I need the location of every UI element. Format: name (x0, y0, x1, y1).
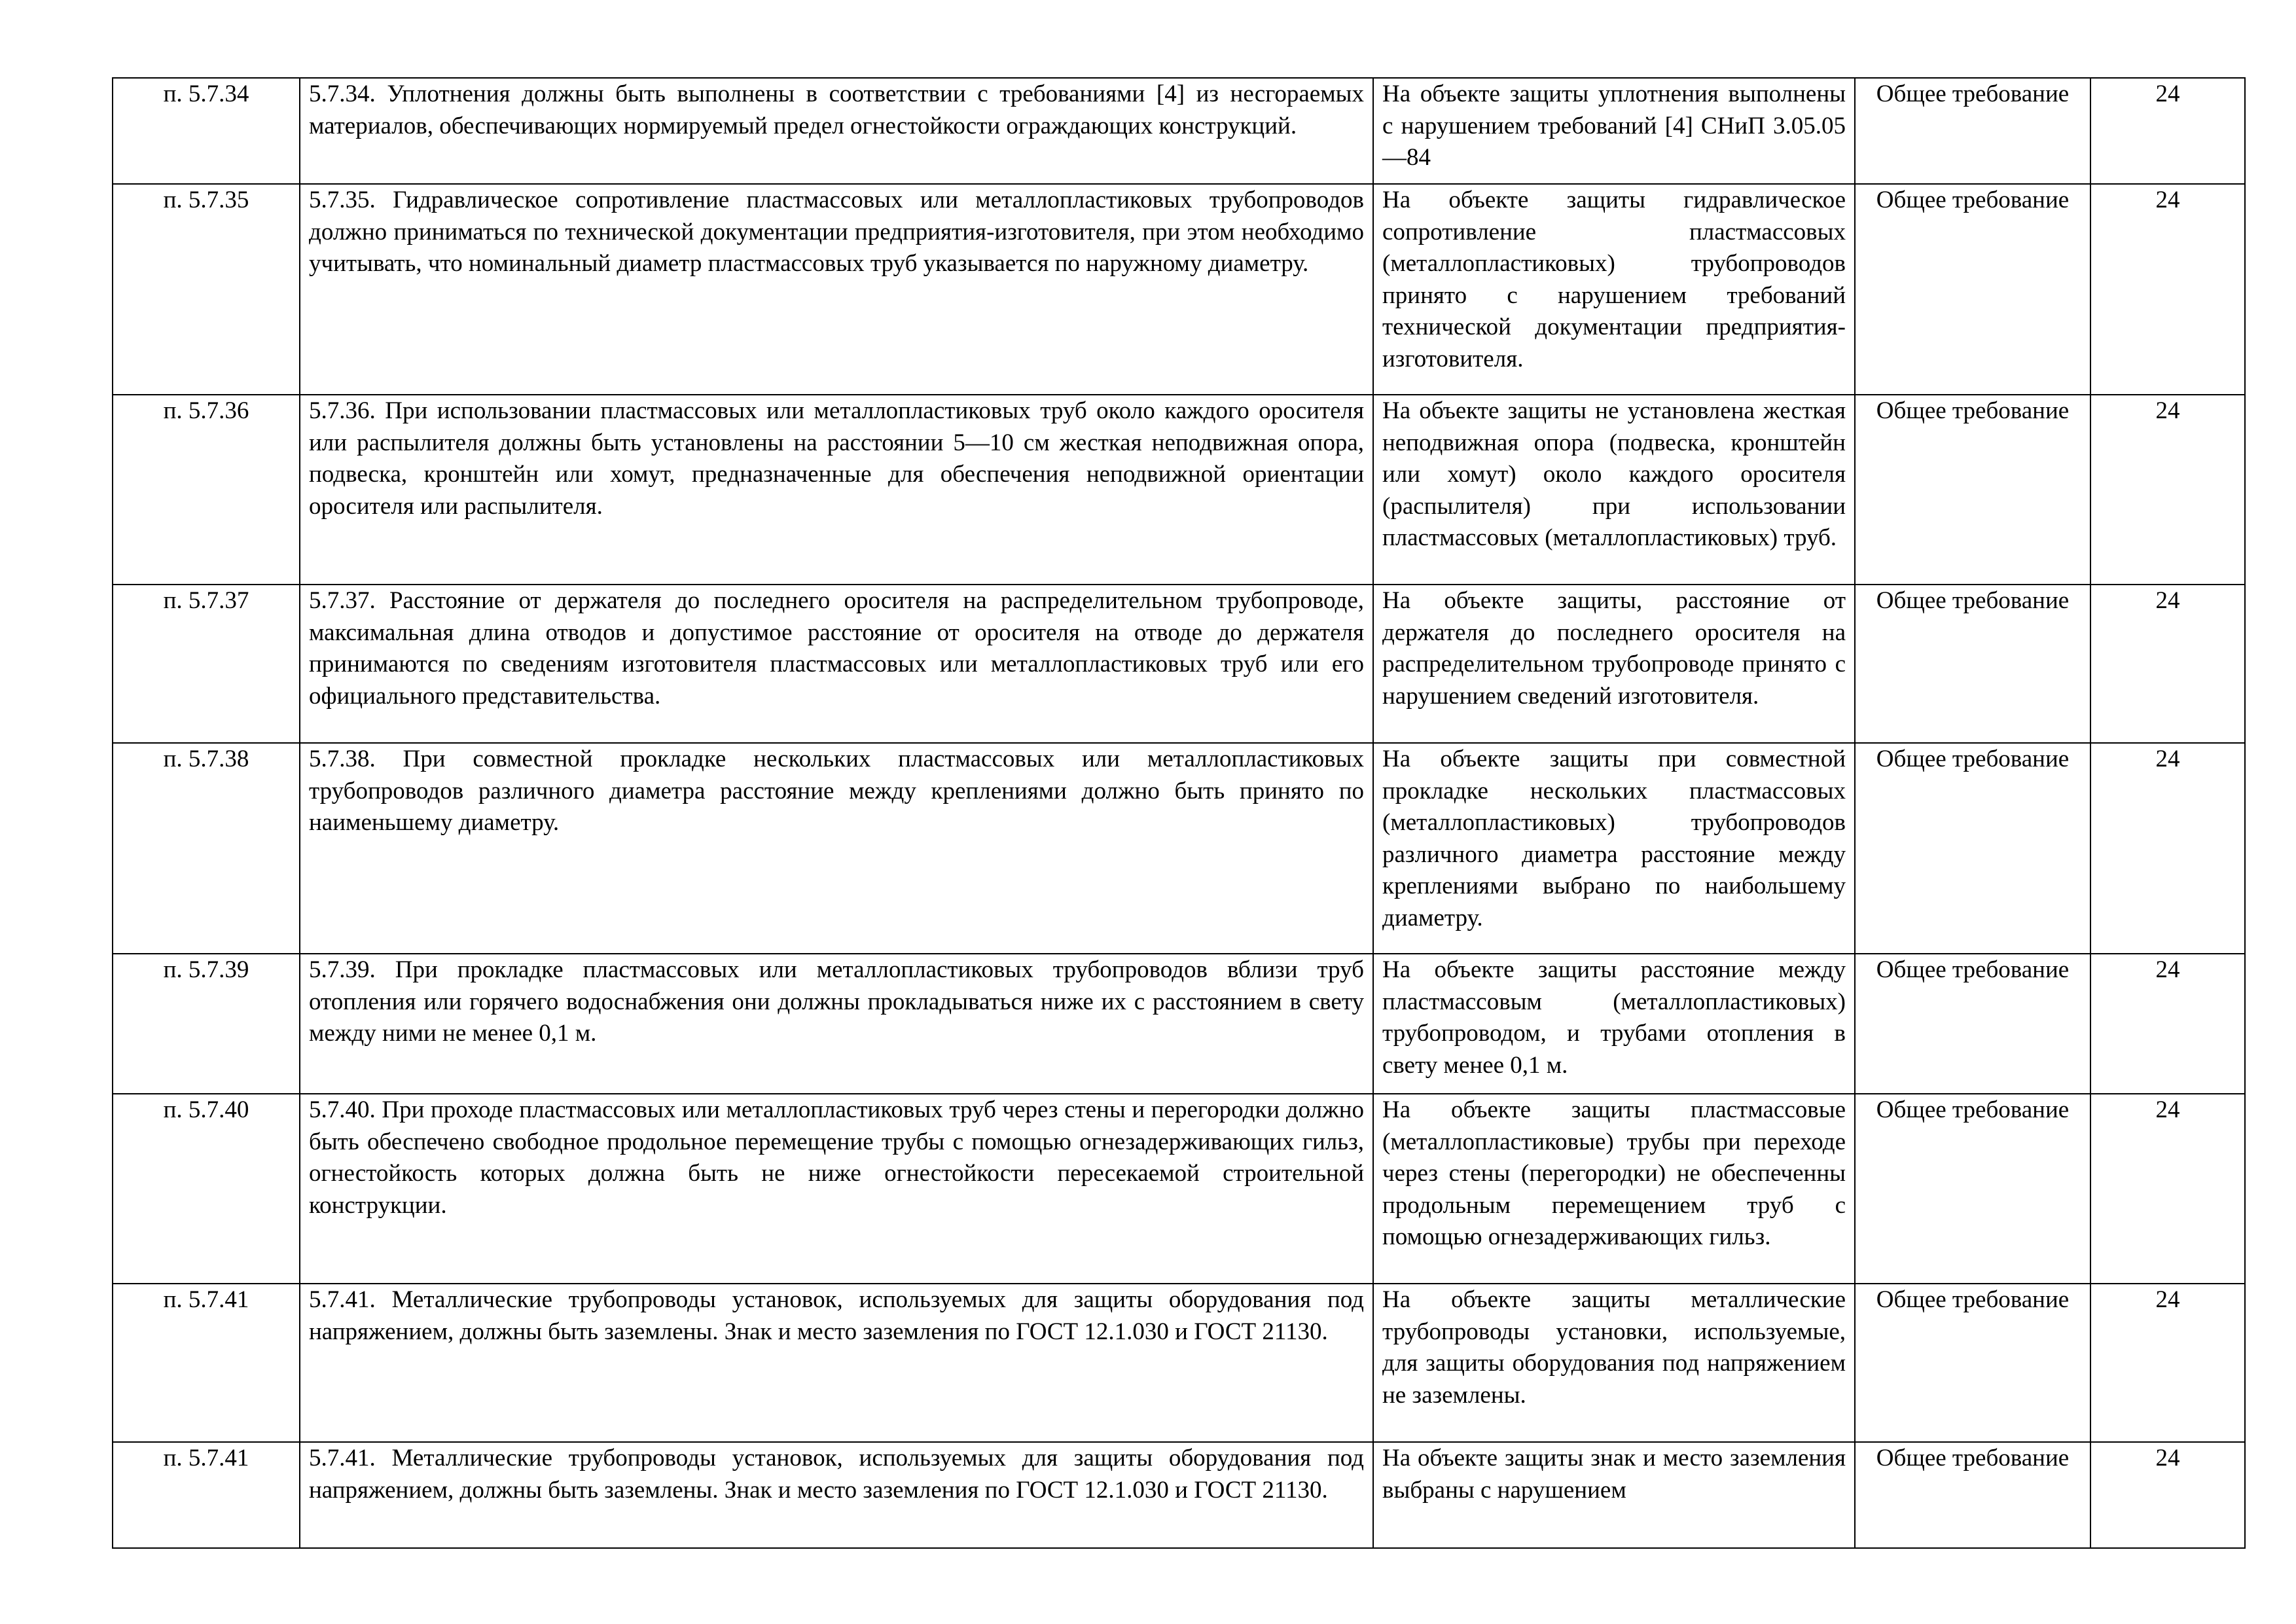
requirement-text: 5.7.41. Металлические трубопроводы установок, используемых для защиты оборудования под напряжением, должны быть заземлены. Знак и место заземления по ГОСТ 12.1.030 и ГОСТ 21130. (309, 1445, 1364, 1504)
number-value: 24 (2155, 1286, 2180, 1313)
clause-ref-cell (113, 743, 300, 954)
table-row (113, 585, 2245, 743)
table-row (113, 1442, 2245, 1548)
clause-ref-cell (113, 1284, 300, 1442)
requirement-cell (300, 954, 1373, 1094)
requirement-text: 5.7.36. При использовании пластмассовых или металлопластиковых труб около каждого оросителя или распылителя должны быть установлены на расстоянии 5—10 см жесткая неподвижная опора, подвеска, кронштейн или хомут, предназначенные для обеспечения неподвижной ориентации оросителя или распылителя. (309, 397, 1364, 520)
violation-cell (1373, 585, 1855, 743)
requirement-type-cell (1855, 743, 2090, 954)
table-row (113, 1284, 2245, 1442)
requirement-type: Общее требование (1876, 1445, 2070, 1471)
number-value: 24 (2155, 187, 2180, 213)
requirement-cell (300, 184, 1373, 395)
clause-ref-cell (113, 184, 300, 395)
number-cell (2090, 78, 2245, 184)
requirement-cell (300, 1442, 1373, 1548)
clause-ref: п. 5.7.41 (163, 1286, 249, 1313)
violation-text: На объекте защиты, расстояние от держателя до последнего оросителя на распределительном трубопроводе принято с нарушением сведений изготовителя. (1382, 587, 1846, 710)
violation-cell (1373, 954, 1855, 1094)
violation-text: На объекте защиты не установлена жесткая неподвижная опора (подвеска, кронштейн или хомут) около каждого оросителя (распылителя) при использовании пластмассовых (металлопластиковых) труб. (1382, 397, 1846, 551)
table-row (113, 954, 2245, 1094)
violation-cell (1373, 1442, 1855, 1548)
table-row (113, 184, 2245, 395)
requirement-cell (300, 743, 1373, 954)
requirement-type: Общее требование (1876, 587, 2070, 614)
number-cell (2090, 585, 2245, 743)
violation-cell (1373, 184, 1855, 395)
requirement-cell (300, 1284, 1373, 1442)
clause-ref: п. 5.7.35 (163, 187, 249, 213)
violation-cell (1373, 78, 1855, 184)
clause-ref: п. 5.7.38 (163, 746, 249, 772)
clause-ref-cell (113, 395, 300, 585)
clause-ref: п. 5.7.40 (163, 1096, 249, 1123)
number-value: 24 (2155, 956, 2180, 983)
requirement-cell (300, 1094, 1373, 1284)
table-row (113, 1094, 2245, 1284)
violation-text: На объекте защиты при совместной прокладке нескольких пластмассовых (металлопластиковых) трубопроводов различного диаметра расстояние между креплениями выбрано по наибольшему диаметру. (1382, 746, 1846, 931)
violation-cell (1373, 1094, 1855, 1284)
clause-ref-cell (113, 585, 300, 743)
requirement-type: Общее требование (1876, 1096, 2070, 1123)
requirement-type: Общее требование (1876, 397, 2070, 424)
table-body (113, 78, 2245, 1548)
table-row (113, 743, 2245, 954)
number-cell (2090, 395, 2245, 585)
clause-ref: п. 5.7.34 (163, 81, 249, 107)
clause-ref: п. 5.7.41 (163, 1445, 249, 1471)
clause-ref-cell (113, 78, 300, 184)
clause-ref-cell (113, 1442, 300, 1548)
number-cell (2090, 954, 2245, 1094)
number-value: 24 (2155, 587, 2180, 614)
requirement-text: 5.7.40. При проходе пластмассовых или металлопластиковых труб через стены и перегородки должно быть обеспечено свободное продольное перемещение трубы с помощью огнезадерживающих гильз, огнестойкость которых должна быть не ниже огнестойкости пересекаемой строительной конструкции. (309, 1096, 1364, 1219)
requirement-type: Общее требование (1876, 81, 2070, 107)
requirement-text: 5.7.35. Гидравлическое сопротивление пластмассовых или металлопластиковых трубопроводов должно приниматься по технической документации предприятия-изготовителя, при этом необходимо учитывать, что номинальный диаметр пластмассовых труб указывается по наружному диаметру. (309, 187, 1364, 277)
requirement-type-cell (1855, 1442, 2090, 1548)
violation-text: На объекте защиты уплотнения выполнены с нарушением требований [4] СНиП 3.05.05—84 (1382, 81, 1846, 171)
requirement-type: Общее требование (1876, 1286, 2070, 1313)
clause-ref: п. 5.7.36 (163, 397, 249, 424)
requirement-text: 5.7.41. Металлические трубопроводы установок, используемых для защиты оборудования под напряжением, должны быть заземлены. Знак и место заземления по ГОСТ 12.1.030 и ГОСТ 21130. (309, 1286, 1364, 1345)
requirement-text: 5.7.34. Уплотнения должны быть выполнены в соответствии с требованиями [4] из несгораемых материалов, обеспечивающих нормируемый предел огнестойкости ограждающих конструкций. (309, 81, 1364, 139)
requirement-cell (300, 585, 1373, 743)
violation-text: На объекте защиты расстояние между пластмассовым (металлопластиковых) трубопроводом, и трубами отопления в свету менее 0,1 м. (1382, 956, 1846, 1079)
violation-cell (1373, 1284, 1855, 1442)
number-cell (2090, 1094, 2245, 1284)
clause-ref-cell (113, 954, 300, 1094)
requirement-type-cell (1855, 395, 2090, 585)
requirement-type-cell (1855, 585, 2090, 743)
number-cell (2090, 1284, 2245, 1442)
number-value: 24 (2155, 1445, 2180, 1471)
violation-text: На объекте защиты пластмассовые (металлопластиковые) трубы при переходе через стены (перегородки) не обеспеченны продольным перемещением труб с помощью огнезадерживающих гильз. (1382, 1096, 1846, 1250)
requirement-type: Общее требование (1876, 746, 2070, 772)
violation-cell (1373, 395, 1855, 585)
requirement-text: 5.7.37. Расстояние от держателя до последнего оросителя на распределительном трубопроводе, максимальная длина отводов и допустимое расстояние от оросителя на отводе до держателя принимаются по сведениям изготовителя пластмассовых или металлопластиковых труб или его официального представительства. (309, 587, 1364, 710)
clause-ref-cell (113, 1094, 300, 1284)
requirement-type-cell (1855, 78, 2090, 184)
requirement-type-cell (1855, 184, 2090, 395)
number-cell (2090, 743, 2245, 954)
requirement-text: 5.7.39. При прокладке пластмассовых или металлопластиковых трубопроводов вблизи труб отопления или горячего водоснабжения они должны прокладываться ниже их с расстоянием в свету между ними не менее 0,1 м. (309, 956, 1364, 1047)
requirement-type: Общее требование (1876, 956, 2070, 983)
requirements-table (112, 77, 2246, 1549)
violation-cell (1373, 743, 1855, 954)
requirement-type-cell (1855, 1284, 2090, 1442)
number-cell (2090, 1442, 2245, 1548)
requirement-type-cell (1855, 1094, 2090, 1284)
number-value: 24 (2155, 1096, 2180, 1123)
requirement-type-cell (1855, 954, 2090, 1094)
number-value: 24 (2155, 81, 2180, 107)
requirement-cell (300, 395, 1373, 585)
requirement-type: Общее требование (1876, 187, 2070, 213)
requirement-text: 5.7.38. При совместной прокладке нескольких пластмассовых или металлопластиковых трубопроводов различного диаметра расстояние между креплениями должно быть принято по наименьшему диаметру. (309, 746, 1364, 836)
violation-text: На объекте защиты гидравлическое сопротивление пластмассовых (металлопластиковых) трубопроводов принято с нарушением требований технической документации предприятия-изготовителя. (1382, 187, 1846, 372)
number-value: 24 (2155, 397, 2180, 424)
number-cell (2090, 184, 2245, 395)
number-value: 24 (2155, 746, 2180, 772)
table-row (113, 78, 2245, 184)
violation-text: На объекте защиты металлические трубопроводы установки, используемые, для защиты оборудования под напряжением не заземлены. (1382, 1286, 1846, 1409)
clause-ref: п. 5.7.39 (163, 956, 249, 983)
requirement-cell (300, 78, 1373, 184)
violation-text: На объекте защиты знак и место заземления выбраны с нарушением (1382, 1445, 1846, 1504)
clause-ref: п. 5.7.37 (163, 587, 249, 614)
table-row (113, 395, 2245, 585)
